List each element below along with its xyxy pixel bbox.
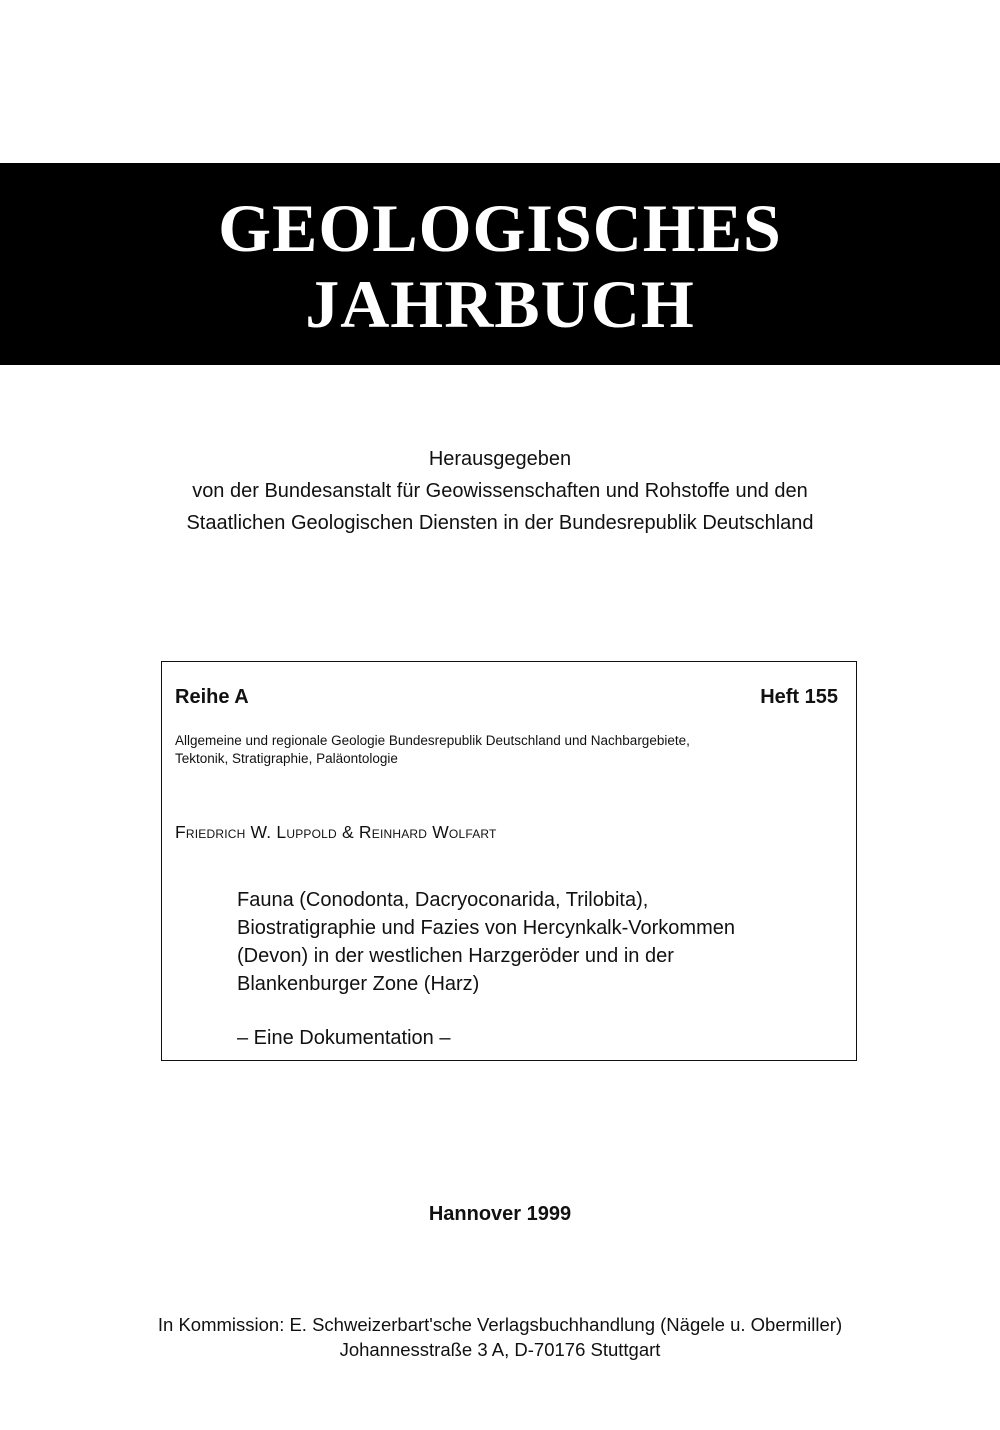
- publisher-line2: von der Bundesanstalt für Geowissenschaften und Rohstoffe und den: [192, 480, 808, 502]
- publisher-line3: Staatlichen Geologischen Diensten in der Bundesrepublik Deutschland: [186, 512, 814, 534]
- journal-title: [0, 190, 1000, 342]
- journal-title-line1: GEOLOGISCHES: [218, 190, 782, 266]
- article-subtitle: – Eine Dokumentation –: [237, 1027, 451, 1049]
- publisher-line1: Herausgegeben: [428, 448, 572, 470]
- commission-line2: Johannesstraße 3 A, D-70176 Stuttgart: [339, 1339, 661, 1360]
- article-title-line1: Fauna (Conodonta, Dacryoconarida, Trilobita),: [237, 889, 649, 911]
- series-label: Reihe A: [175, 686, 249, 708]
- issue-number: Heft 155: [760, 686, 838, 708]
- authors: [175, 822, 497, 843]
- article-title-line4: Blankenburger Zone (Harz): [237, 973, 480, 995]
- series-description: [175, 732, 690, 768]
- article-title-line3: (Devon) in der westlichen Harzgeröder und in der: [237, 945, 674, 967]
- authors-text: Friedrich W. Luppold & Reinhard Wolfart: [175, 822, 497, 842]
- series-description-line2: Tektonik, Stratigraphie, Paläontologie: [175, 751, 398, 766]
- place-year: Hannover 1999: [428, 1203, 572, 1225]
- article-title: [237, 886, 735, 998]
- publisher-statement: [0, 443, 1000, 539]
- series-description-line1: Allgemeine und regionale Geologie Bundesrepublik Deutschland und Nachbargebiete,: [175, 733, 690, 748]
- series-box: [161, 661, 857, 1061]
- article-title-line2: Biostratigraphie und Fazies von Hercynkalk-Vorkommen: [237, 917, 735, 939]
- journal-title-line2: JAHRBUCH: [305, 266, 695, 342]
- commission-note: [0, 1312, 1000, 1362]
- commission-line1: In Kommission: E. Schweizerbart'sche Verlagsbuchhandlung (Nägele u. Obermiller): [157, 1314, 843, 1335]
